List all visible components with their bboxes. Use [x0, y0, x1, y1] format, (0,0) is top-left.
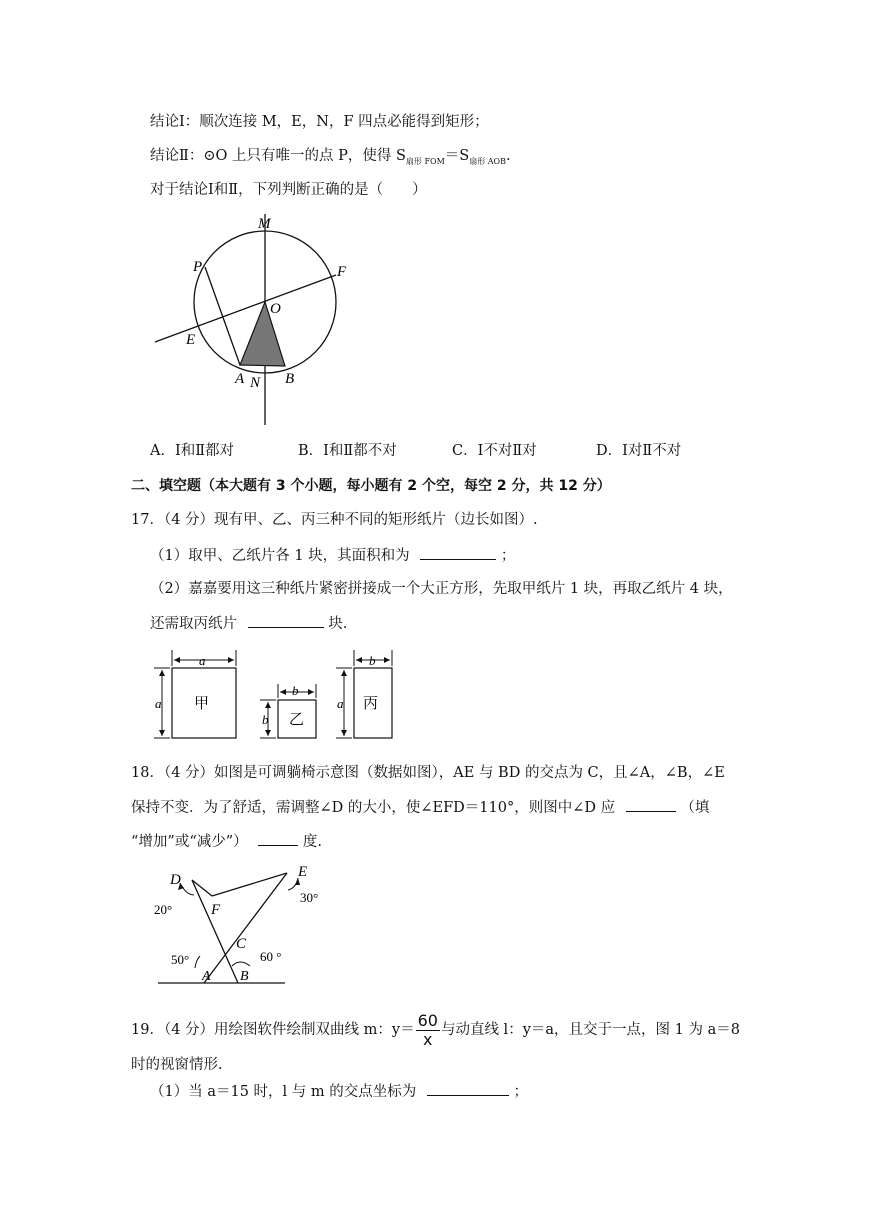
q18-line3 [131, 831, 322, 852]
q19-line2: 时的视窗情形. [131, 1057, 223, 1073]
angle-b-arc [232, 962, 250, 966]
label-a: A [235, 371, 245, 387]
section-heading: 二、填空题（本大题有 3 个小题，每小题有 2 个空，每空 2 分，共 12 分） [131, 478, 611, 494]
q17-stem: 17．（4 分）现有甲、乙、丙三种不同的矩形纸片（边长如图）. [131, 512, 538, 528]
q17-part3-end: 块. [328, 616, 348, 632]
yi-height-label: b [262, 712, 269, 727]
bing-width-label: b [369, 653, 376, 668]
q17-part1-end: ； [500, 548, 516, 564]
q18-line2 [131, 797, 709, 818]
conclusion-2-eq: ＝S [444, 148, 470, 164]
q19-part1-end: ； [513, 1084, 528, 1100]
label-f: F [337, 264, 347, 280]
label-c: C [236, 936, 247, 952]
q18-line2-text: 保持不变．为了舒适，需调整∠D 的大小，使∠EFD＝110°，则图中∠D 应 [131, 800, 616, 816]
label-b: B [285, 371, 295, 387]
q17-part2: （2）嘉嘉要用这三种纸片紧密拼接成一个大正方形，先取甲纸片 1 块，再取乙纸片 4 块， [150, 581, 733, 597]
line-pa [205, 267, 240, 365]
jia-width-label: a [199, 653, 206, 668]
label-e: E [298, 864, 308, 880]
sector-aob-subscript: 扇形 AOB [469, 156, 506, 166]
q17-part1-text: （1）取甲、乙纸片各 1 块，其面积和为 [150, 548, 410, 564]
angle-b-value: 60 ° [260, 949, 282, 964]
q16-question: 对于结论Ⅰ和Ⅱ，下列判断正确的是（ ） [150, 182, 427, 198]
angle-e-value: 30° [300, 890, 319, 905]
answer-blank-5[interactable] [427, 1081, 509, 1096]
conclusion-2 [150, 146, 511, 172]
q18-line1: 18．（4 分）如图是可调躺椅示意图（数据如图），AE 与 BD 的交点为 C，且∠A，∠B，∠E [131, 765, 725, 781]
option-d: D．Ⅰ对Ⅱ不对 [596, 443, 682, 459]
bing-height-label: a [337, 696, 344, 711]
line-ef [155, 275, 336, 342]
label-p: P [193, 259, 203, 275]
angle-a-value: 50° [171, 952, 190, 967]
jia-height-label: a [155, 696, 162, 711]
answer-blank-1[interactable] [420, 545, 496, 560]
conclusion-2-text: 结论Ⅱ：⊙O 上只有唯一的点 P，使得 S [150, 148, 406, 164]
recliner-figure [150, 858, 350, 988]
label-b: B [240, 969, 249, 984]
answer-blank-2[interactable] [248, 613, 324, 628]
fraction-60-over-x [416, 1012, 440, 1049]
jia-label: 甲 [194, 696, 210, 712]
answer-blank-3[interactable] [626, 797, 676, 812]
q19-part1 [150, 1081, 528, 1102]
angle-d-arc [180, 883, 194, 895]
option-c: C．Ⅰ不对Ⅱ对 [452, 443, 537, 459]
sector-fom-subscript: 扇形 FOM [405, 156, 445, 166]
label-a: A [202, 969, 211, 984]
label-n: N [250, 375, 261, 391]
q17-part3 [150, 613, 347, 634]
paper-pieces-figure [150, 648, 410, 744]
q19-part1-text: （1）当 a＝15 时，l 与 m 的交点坐标为 [150, 1084, 417, 1100]
q19-line1-rest: 与动直线 l：y＝a，且交于一点，图 1 为 a＝8 [440, 1022, 740, 1038]
angle-a-arc [195, 956, 200, 968]
circle-figure [150, 210, 370, 430]
label-o: O [270, 301, 281, 317]
label-e: E [186, 332, 196, 348]
label-d: D [170, 872, 181, 888]
q17-part1 [150, 545, 515, 566]
option-b: B．Ⅰ和Ⅱ都不对 [298, 443, 397, 459]
yi-width-label: b [292, 683, 299, 698]
label-f: F [211, 902, 221, 918]
conclusion-1: 结论Ⅰ：顺次连接 M，E，N，F 四点必能得到矩形； [150, 114, 489, 130]
q19-line1-text: 19．（4 分）用绘图软件绘制双曲线 m：y＝ [131, 1022, 415, 1038]
q18-line2-end: （填 [680, 800, 710, 816]
answer-blank-4[interactable] [258, 831, 298, 846]
fraction-numerator: 60 [417, 1010, 438, 1030]
conclusion-2-end: . [505, 148, 511, 164]
q17-part3-text: 还需取丙纸片 [150, 616, 237, 632]
q18-line3-end: 度. [302, 834, 322, 850]
line-ae [204, 873, 287, 983]
yi-label: 乙 [289, 712, 305, 728]
fraction-denominator: x [423, 1029, 433, 1049]
q18-line3-text: “增加”或“减少”） [131, 834, 248, 850]
line-fe [212, 873, 287, 896]
angle-d-value: 20° [154, 902, 173, 917]
q19-line1 [131, 1008, 740, 1052]
option-a: A．Ⅰ和Ⅱ都对 [150, 443, 235, 459]
bing-label: 丙 [363, 696, 379, 712]
label-m: M [258, 216, 271, 232]
